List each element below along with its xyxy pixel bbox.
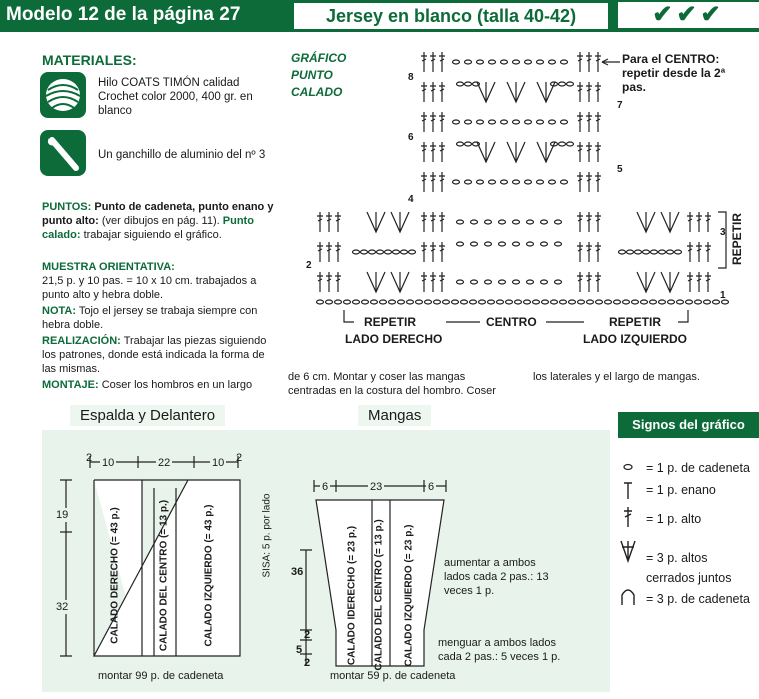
chart-chain: [416, 300, 423, 304]
chart-double-crochet: [586, 82, 592, 102]
chart-chain: [362, 300, 369, 304]
chart-chain: [398, 300, 405, 304]
chart-double-crochet: [687, 272, 693, 292]
chart-cluster: [391, 272, 409, 292]
chart-chain: [513, 180, 520, 184]
chart-chain: [452, 300, 459, 304]
puntos-bold: Punto de cadeneta, punto enano y punto alto:: [42, 201, 274, 227]
chart-chain: [434, 300, 441, 304]
chart-chain: [675, 250, 682, 254]
chart-double-crochet: [317, 272, 323, 292]
espalda-dim-10-right: 10: [212, 457, 225, 469]
chart-chain: [485, 242, 492, 246]
chart-chain: [555, 280, 562, 284]
grafico-title-line-1: GRÁFICO: [291, 51, 347, 65]
chart-chain: [525, 60, 532, 64]
chart-double-crochet: [595, 172, 601, 192]
chart-double-crochet: [421, 142, 427, 162]
chart-chain: [453, 180, 460, 184]
mangas-col-2-wrap: [373, 519, 388, 671]
chart-chain: [537, 180, 544, 184]
repetir-bracket: [718, 212, 726, 268]
chart-chain: [501, 120, 508, 124]
chart-double-crochet: [586, 52, 592, 72]
espalda-dim-32: 32: [56, 601, 69, 613]
chart-double-crochet: [317, 212, 323, 232]
chart-chain: [641, 300, 648, 304]
espalda-dim-small-right: 2: [236, 452, 243, 464]
espalda-col-3-wrap: [203, 504, 218, 647]
chart-chain: [549, 60, 556, 64]
chart-double-crochet: [430, 112, 436, 132]
chart-chain: [326, 300, 333, 304]
chart-chain: [537, 60, 544, 64]
materiales-hook: Un ganchillo de aluminio del nº 3: [98, 149, 266, 161]
signo-alto: = 1 p. alto: [646, 512, 702, 526]
chart-chain: [425, 300, 432, 304]
chart-cluster: [507, 82, 525, 102]
chart-chain: [596, 300, 603, 304]
crochet-hook-icon: [40, 130, 86, 176]
chart-double-crochet: [439, 172, 445, 192]
chart-chain: [551, 300, 558, 304]
chart-double-crochet: [430, 52, 436, 72]
mangas-col-1-wrap: [346, 525, 361, 666]
chart-double-crochet: [586, 142, 592, 162]
chart-chain: [605, 300, 612, 304]
chart-chain: [407, 300, 414, 304]
chart-chain: [380, 300, 387, 304]
mangas-dim-36: 36: [291, 566, 304, 578]
chart-chain: [632, 300, 639, 304]
chart-chain: [513, 120, 520, 124]
chart-chain: [453, 60, 460, 64]
mangas-col-3-wrap: [403, 524, 418, 667]
signos-icons: [618, 455, 642, 615]
chart-chain: [677, 300, 684, 304]
chart-cluster: [507, 142, 525, 162]
chart-chain: [651, 250, 658, 254]
chart-chain: [527, 242, 534, 246]
signo-arco: = 3 p. de cadeneta: [646, 592, 750, 606]
slip-stitch-icon: [624, 483, 632, 499]
mangas-dim-6-left: 6: [322, 481, 329, 493]
chart-chain: [527, 220, 534, 224]
puntos-rest: (ver dibujos en pág. 11).: [101, 215, 220, 227]
espalda-col-derecho: CALADO DERECHO (= 43 p.): [109, 507, 121, 644]
montaje-end: los laterales y el largo de mangas.: [533, 371, 700, 383]
chart-chain: [485, 280, 492, 284]
chart-chain: [569, 300, 576, 304]
chart-double-crochet: [335, 242, 341, 262]
chart-cluster: [661, 212, 679, 232]
chart-chain: [465, 60, 472, 64]
chart-chain: [524, 300, 531, 304]
mangas-col-derecho: CALADO IDERECHO (= 23 p.): [346, 525, 358, 666]
row-4: 4: [408, 194, 414, 205]
chart-double-crochet: [439, 142, 445, 162]
mangas-col-izquierdo: CALADO IZQUIERDO (= 23 p.): [403, 524, 415, 667]
chart-chain: [515, 300, 522, 304]
chart-chain: [537, 120, 544, 124]
chart-double-crochet: [595, 242, 601, 262]
espalda-dim-10-left: 10: [102, 457, 115, 469]
sisa-wrap: [261, 493, 276, 578]
chart-chain: [453, 120, 460, 124]
chart-chain: [499, 242, 506, 246]
chart-double-crochet: [439, 112, 445, 132]
materiales-heading: MATERIALES:: [42, 52, 137, 68]
label-lado-derecho: LADO DERECHO: [345, 332, 443, 346]
chart-double-crochet: [696, 242, 702, 262]
chart-double-crochet: [335, 272, 341, 292]
chart-chain: [385, 250, 392, 254]
chart-chain: [561, 180, 568, 184]
muestra-value: 21,5 p. y 10 pas. = 10 x 10 cm. trabajados a punto alto y hebra doble.: [42, 275, 257, 301]
chart-chain: [409, 250, 416, 254]
chart-chain: [457, 220, 464, 224]
cluster-icon: [621, 541, 635, 561]
chart-chain: [541, 280, 548, 284]
mangas-col-centro: CALADO DEL CENTRO (= 13 p.): [373, 519, 385, 671]
chart-chain: [549, 180, 556, 184]
chart-chain: [471, 220, 478, 224]
chart-chain: [635, 250, 642, 254]
chart-double-crochet: [439, 272, 445, 292]
chart-chain: [513, 242, 520, 246]
chart-chain: [559, 82, 566, 86]
muestra-text: [42, 260, 280, 302]
espalda-col-1-wrap: [109, 507, 124, 644]
label-repetir-left: REPETIR: [364, 315, 417, 329]
chart-chain: [477, 60, 484, 64]
chart-double-crochet: [577, 172, 583, 192]
chart-double-crochet: [326, 242, 332, 262]
chart-double-crochet: [421, 82, 427, 102]
chain-arch-icon: [622, 590, 634, 605]
chart-double-crochet: [595, 272, 601, 292]
row-3: 3: [720, 227, 726, 238]
chart-double-crochet: [696, 212, 702, 232]
chart-cluster: [661, 272, 679, 292]
grafico-title-line-3: CALADO: [291, 85, 343, 99]
chart-chain: [659, 250, 666, 254]
chart-double-crochet: [586, 212, 592, 232]
espalda-bottom: montar 99 p. de cadeneta: [98, 670, 224, 682]
row-7: 7: [617, 100, 623, 111]
chart-double-crochet: [595, 142, 601, 162]
chart-chain: [401, 250, 408, 254]
chart-chain: [477, 180, 484, 184]
chart-double-crochet: [577, 242, 583, 262]
sisa-label: SISA: 5 p. por lado: [261, 493, 273, 578]
chart-chain: [527, 280, 534, 284]
label-centro: CENTRO: [486, 315, 537, 329]
chart-double-crochet: [335, 212, 341, 232]
chart-double-crochet: [439, 82, 445, 102]
mangas-tab: Mangas: [358, 405, 431, 426]
chart-double-crochet: [421, 272, 427, 292]
puntos-label: PUNTOS:: [42, 201, 92, 213]
espalda-col-centro: CALADO DEL CENTRO (= 13 p.): [158, 499, 170, 652]
chart-double-crochet: [430, 212, 436, 232]
chart-chain: [443, 300, 450, 304]
chart-chain: [457, 242, 464, 246]
chart-chain: [465, 180, 472, 184]
chain-oval-icon: [624, 465, 632, 470]
chart-chain: [470, 300, 477, 304]
chart-chain: [497, 300, 504, 304]
chart-chain: [614, 300, 621, 304]
montaje-label: MONTAJE:: [42, 379, 99, 391]
chart-chain: [686, 300, 693, 304]
chart-chain: [371, 300, 378, 304]
row-1: 1: [720, 290, 726, 301]
label-lado-izquierdo: LADO IZQUIERDO: [583, 332, 687, 346]
chart-chain: [479, 300, 486, 304]
chart-chain: [369, 250, 376, 254]
chart-double-crochet: [696, 272, 702, 292]
chart-double-crochet: [586, 112, 592, 132]
espalda-dim-22: 22: [158, 457, 171, 469]
chart-double-crochet: [317, 242, 323, 262]
chart-chain: [457, 280, 464, 284]
chart-chain: [513, 60, 520, 64]
chart-double-crochet: [586, 172, 592, 192]
chart-chain: [461, 300, 468, 304]
mangas-dim-2a: 2: [304, 629, 311, 641]
chart-chain: [567, 82, 574, 86]
chart-chain: [555, 220, 562, 224]
chart-chain: [541, 242, 548, 246]
chart-chain: [471, 242, 478, 246]
model-reference: Modelo 12 de la página 27: [6, 4, 241, 25]
chart-chain: [457, 142, 464, 146]
chart-chain: [513, 220, 520, 224]
signo-altos-juntos: = 3 p. altos cerrados juntos: [646, 551, 732, 585]
chart-chain: [704, 300, 711, 304]
chart-double-crochet: [577, 142, 583, 162]
chart-chain: [489, 60, 496, 64]
chart-double-crochet: [421, 112, 427, 132]
mangas-aumentar: aumentar a ambos lados cada 2 pas.: 13 veces 1 p.: [444, 557, 549, 597]
chart-double-crochet: [421, 52, 427, 72]
chart-double-crochet: [586, 272, 592, 292]
chart-double-crochet: [577, 82, 583, 102]
chart-double-crochet: [326, 212, 332, 232]
difficulty-checks: ✔✔✔: [618, 2, 759, 28]
chart-chain: [542, 300, 549, 304]
chart-chain: [549, 120, 556, 124]
repetir-side-wrap: [727, 213, 747, 266]
espalda-col-izquierdo: CALADO IZQUIERDO (= 43 p.): [203, 504, 215, 647]
mangas-dim-5: 5: [296, 644, 303, 656]
chart-double-crochet: [421, 242, 427, 262]
chart-double-crochet: [430, 242, 436, 262]
mangas-menguar: menguar a ambos lados cada 2 pas.: 5 veces 1 p.: [438, 637, 561, 663]
espalda-col-2-wrap: [158, 499, 173, 652]
chart-chain: [627, 250, 634, 254]
chart-chain: [650, 300, 657, 304]
chart-chain: [465, 142, 472, 146]
chart-cluster: [537, 142, 555, 162]
nota-text: [42, 304, 280, 332]
chart-chain: [377, 250, 384, 254]
chart-chain: [623, 300, 630, 304]
muestra-label: MUESTRA ORIENTATIVA:: [42, 261, 175, 273]
chart-double-crochet: [595, 82, 601, 102]
centro-note: Para el CENTRO: repetir desde la 2ª pas.: [622, 52, 726, 94]
chart-double-crochet: [705, 272, 711, 292]
espalda-dim-19: 19: [56, 509, 69, 521]
chart-double-crochet: [705, 212, 711, 232]
chart-double-crochet: [705, 242, 711, 262]
chart-double-crochet: [687, 212, 693, 232]
chart-chain: [393, 250, 400, 254]
row-2: 2: [306, 260, 312, 271]
yarn-ball-icon: [40, 72, 86, 118]
chart-chain: [695, 300, 702, 304]
chart-chain: [561, 120, 568, 124]
chart-double-crochet: [430, 172, 436, 192]
montaje-text: [42, 378, 280, 392]
row-5: 5: [617, 164, 623, 175]
chart-chain: [587, 300, 594, 304]
chart-chain: [499, 280, 506, 284]
espalda-dim-small-left: 2: [86, 452, 93, 464]
chart-chain: [578, 300, 585, 304]
chart-double-crochet: [430, 82, 436, 102]
chart-chain: [344, 300, 351, 304]
chart-chain: [555, 242, 562, 246]
signo-cadeneta: = 1 p. de cadeneta: [646, 461, 750, 475]
chart-chain: [488, 300, 495, 304]
chart-chain: [477, 120, 484, 124]
chart-chain: [501, 60, 508, 64]
chart-double-crochet: [595, 212, 601, 232]
chart-chain: [659, 300, 666, 304]
chart-chain: [643, 250, 650, 254]
row-8: 8: [408, 72, 414, 83]
chart-double-crochet: [577, 212, 583, 232]
chart-double-crochet: [326, 272, 332, 292]
chart-double-crochet: [430, 272, 436, 292]
chart-double-crochet: [577, 272, 583, 292]
chart-chain: [335, 300, 342, 304]
chart-chain: [485, 220, 492, 224]
signos-heading: Signos del gráfico: [618, 412, 759, 438]
chart-chain: [559, 142, 566, 146]
chart-chain: [457, 82, 464, 86]
mangas-dim-6-right: 6: [428, 481, 435, 493]
chart-chain: [668, 300, 675, 304]
chart-chain: [541, 220, 548, 224]
puntos-text: [42, 200, 280, 242]
calado-rest: trabajar siguiendo el gráfico.: [83, 229, 222, 241]
chart-chain: [667, 250, 674, 254]
chart-cluster: [391, 212, 409, 232]
materiales-yarn: Hilo COATS TIMÓN calidad Crochet color 2000, 400 gr. en blanco: [98, 77, 253, 117]
grafico-title-line-2: PUNTO: [291, 68, 333, 82]
chart-chain: [353, 300, 360, 304]
chart-chain: [525, 120, 532, 124]
chart-chain: [713, 300, 720, 304]
chart-chain: [489, 180, 496, 184]
chart-chain: [499, 220, 506, 224]
chart-chain: [525, 180, 532, 184]
chart-chain: [561, 60, 568, 64]
mangas-dim-23: 23: [370, 481, 383, 493]
chart-chain: [353, 250, 360, 254]
realizacion-label: REALIZACIÓN:: [42, 335, 121, 347]
chart-chain: [317, 300, 324, 304]
chart-chain: [471, 280, 478, 284]
chart-cluster: [637, 212, 655, 232]
page-title: Jersey en blanco (talla 40-42): [293, 2, 609, 30]
nota-value: Tojo el jersey se trabaja siempre con hebra doble.: [42, 305, 258, 331]
chart-cluster: [367, 212, 385, 232]
crochet-chart: [300, 40, 750, 340]
chart-cluster: [537, 82, 555, 102]
chart-double-crochet: [687, 242, 693, 262]
chart-chain: [619, 250, 626, 254]
repetir-side-label: REPETIR: [730, 213, 744, 266]
chart-chain: [389, 300, 396, 304]
chart-chain: [465, 82, 472, 86]
chart-double-crochet: [439, 212, 445, 232]
label-repetir-right: REPETIR: [609, 315, 662, 329]
espalda-tab: Espalda y Delantero: [70, 405, 225, 426]
realizacion-text: [42, 334, 280, 376]
chart-double-crochet: [439, 52, 445, 72]
chart-double-crochet: [586, 242, 592, 262]
chart-double-crochet: [439, 242, 445, 262]
chart-chain: [567, 142, 574, 146]
chart-chain: [489, 120, 496, 124]
chart-chain: [361, 250, 368, 254]
chart-double-crochet: [577, 52, 583, 72]
calado-label: Punto calado:: [42, 215, 254, 241]
chart-chain: [533, 300, 540, 304]
chart-symbols: [317, 52, 729, 304]
signo-enano: = 1 p. enano: [646, 483, 716, 497]
chart-double-crochet: [421, 212, 427, 232]
chart-cluster: [637, 272, 655, 292]
chart-double-crochet: [595, 112, 601, 132]
realizacion-value: Trabajar las piezas siguiendo los patrones, donde está indicada la forma de las mismas.: [42, 335, 267, 375]
chart-chain: [513, 280, 520, 284]
montaje-value: Coser los hombros en un largo: [101, 379, 253, 391]
chart-chain: [560, 300, 567, 304]
mangas-dim-2b: 2: [304, 657, 311, 669]
chart-chain: [506, 300, 513, 304]
mangas-bottom: montar 59 p. de cadeneta: [330, 670, 456, 682]
chart-double-crochet: [421, 172, 427, 192]
montaje-continued: de 6 cm. Montar y coser las mangas centradas en la costura del hombro. Coser: [288, 371, 496, 397]
nota-label: NOTA:: [42, 305, 77, 317]
chart-chain: [465, 120, 472, 124]
double-crochet-icon: [624, 507, 632, 527]
chart-double-crochet: [577, 112, 583, 132]
chart-double-crochet: [595, 52, 601, 72]
row-6: 6: [408, 132, 414, 143]
chart-chain: [501, 180, 508, 184]
chart-cluster: [367, 272, 385, 292]
chart-double-crochet: [430, 142, 436, 162]
